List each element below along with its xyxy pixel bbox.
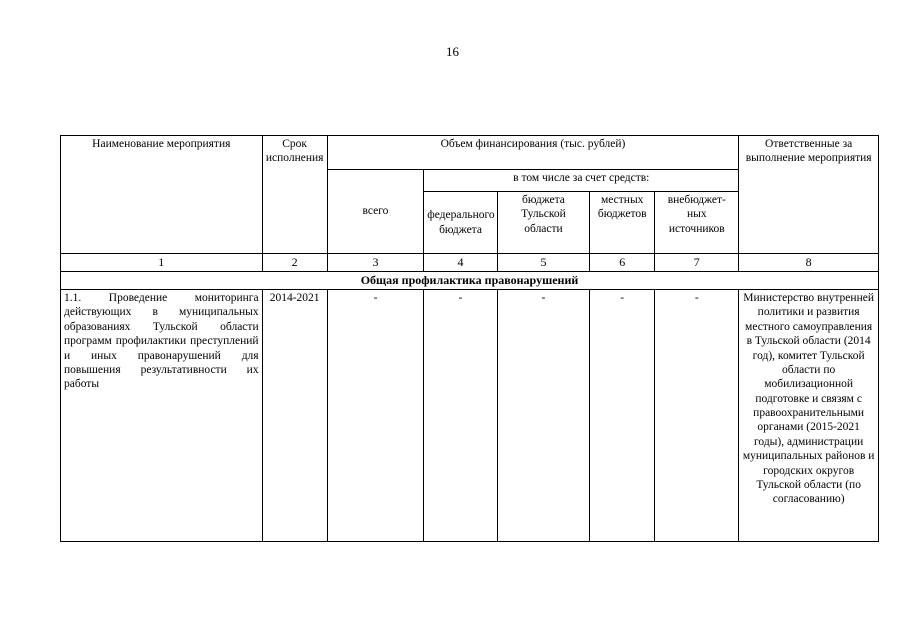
- table-row: [61, 290, 879, 542]
- header-responsible: Ответственные за выполнение мероприятия: [739, 136, 879, 254]
- column-number: 4: [424, 254, 498, 272]
- row-regional: -: [497, 290, 589, 542]
- column-number: 6: [590, 254, 655, 272]
- header-funding: Объем финансирования (тыс. рублей): [327, 136, 739, 170]
- row-total: -: [327, 290, 424, 542]
- header-extra: внебюджет-ных источников: [655, 192, 739, 254]
- page-number: 16: [446, 44, 459, 59]
- column-number: 3: [327, 254, 424, 272]
- row-extra: -: [655, 290, 739, 542]
- column-numbers-row: [61, 254, 879, 272]
- column-number: 8: [739, 254, 879, 272]
- section-title: Общая профилактика правонарушений: [61, 272, 879, 290]
- column-number: 5: [497, 254, 589, 272]
- header-total: всего: [327, 170, 424, 254]
- row-name: 1.1. Проведение мониторинга действующих в муниципальных образованиях Тульской области программ профилактики преступлений и иных правонарушений для повышения результативности их работы: [61, 290, 263, 542]
- column-number: 7: [655, 254, 739, 272]
- header-federal: федерального бюджета: [424, 192, 498, 254]
- row-local: -: [590, 290, 655, 542]
- header-term: Срок исполнения: [262, 136, 327, 254]
- header-local: местных бюджетов: [590, 192, 655, 254]
- column-number: 2: [262, 254, 327, 272]
- header-name: Наименование мероприятия: [61, 136, 263, 254]
- column-number: 1: [61, 254, 263, 272]
- header-including: в том числе за счет средств:: [424, 170, 739, 192]
- row-federal: -: [424, 290, 498, 542]
- row-term: 2014-2021: [262, 290, 327, 542]
- row-responsible: Министерство внутренней политики и развития местного самоуправления в Тульской области (2014 год), комитет Тульской области по мобилизационной подготовке и связям с правоохранительными органами (2015-2021 годы), администрации муниципальных районов и городских округов Тульской области (по согласованию): [739, 290, 879, 542]
- header-regional: бюджета Тульской области: [497, 192, 589, 254]
- program-table: [60, 135, 879, 542]
